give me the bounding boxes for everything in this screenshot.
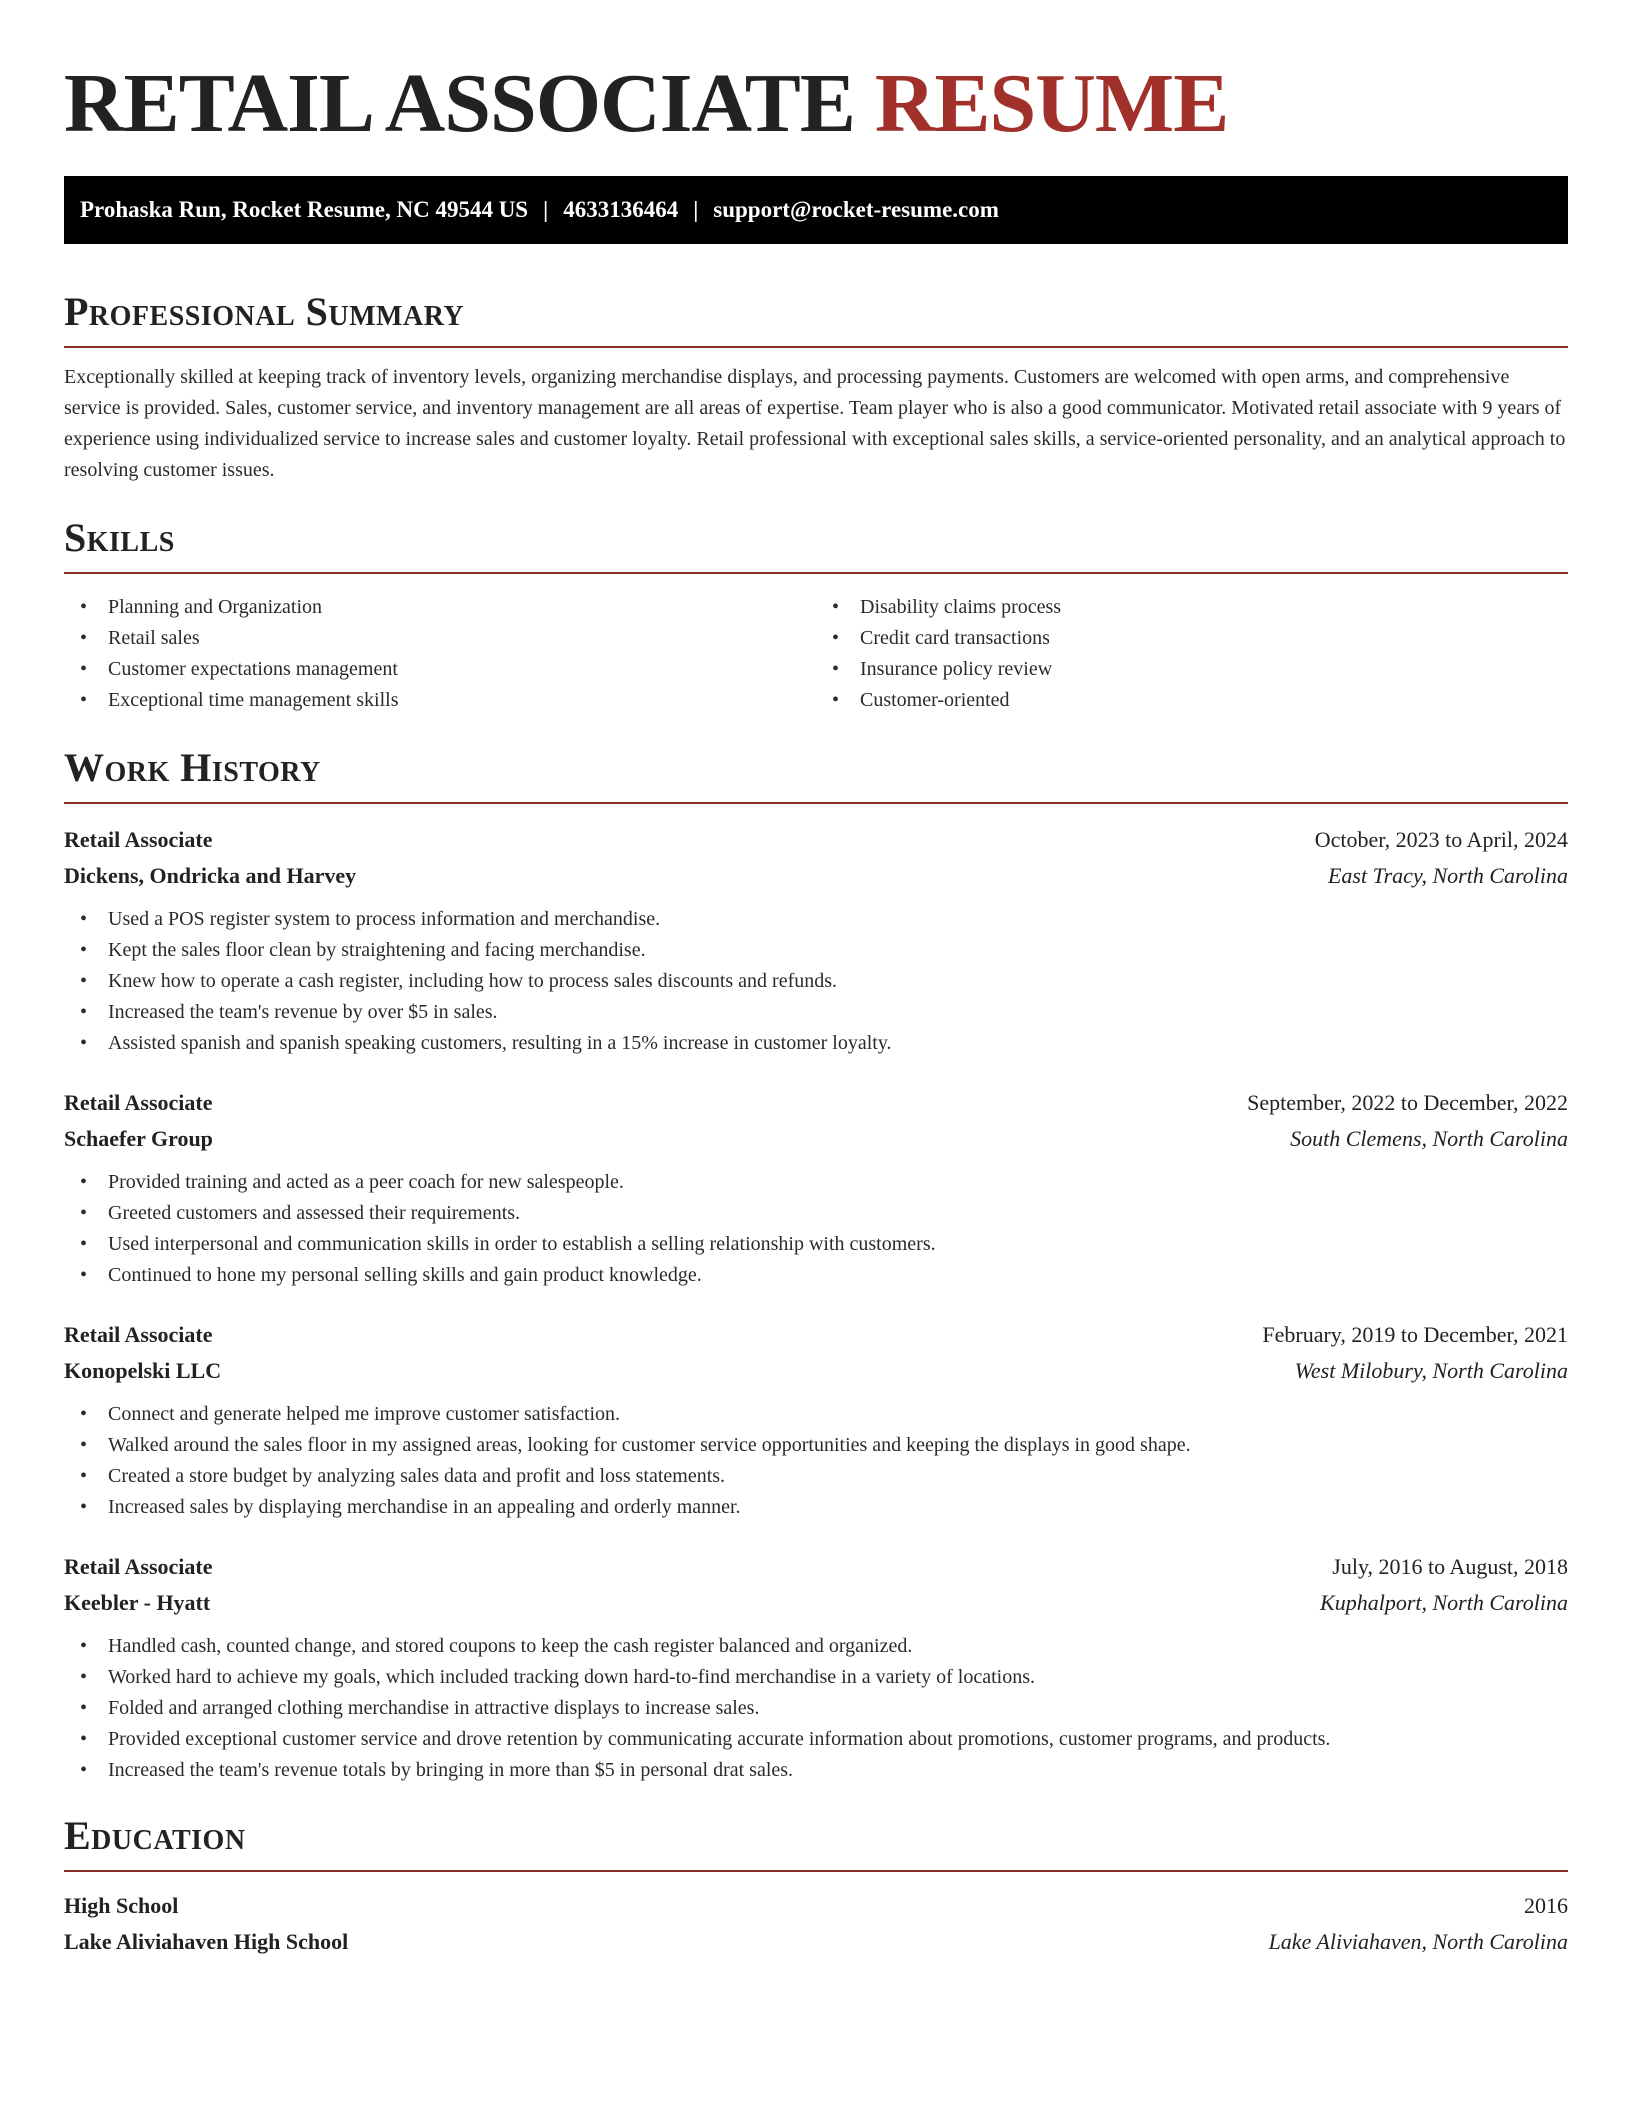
education-school-row: [64, 1924, 1568, 1960]
job-title: Retail Associate: [64, 827, 213, 852]
contact-separator: |: [543, 197, 549, 222]
skill-item: • Planning and Organization: [64, 592, 816, 623]
job-duty: • Increased the team's revenue by over $5 in sales.: [64, 997, 1568, 1028]
education-location: Lake Aliviahaven, North Carolina: [1268, 1929, 1568, 1954]
job-duty: • Created a store budget by analyzing sales data and profit and loss statements.: [64, 1461, 1568, 1492]
title-main: RETAIL ASSOCIATE: [64, 57, 855, 150]
job-duty: • Continued to hone my personal selling skills and gain product knowledge.: [64, 1260, 1568, 1291]
skill-item: • Disability claims process: [816, 592, 1568, 623]
job-duty: • Connect and generate helped me improve customer satisfaction.: [64, 1399, 1568, 1430]
job-duty: • Handled cash, counted change, and stored coupons to keep the cash register balanced and organized.: [64, 1631, 1568, 1662]
job-duties: [64, 1167, 1568, 1291]
job-company: Konopelski LLC: [64, 1358, 222, 1383]
summary-heading: Professional Summary: [64, 288, 1568, 348]
job-dates: September, 2022 to December, 2022: [1247, 1090, 1568, 1115]
job-company-row: [64, 1121, 1568, 1157]
job-title-row: [64, 1085, 1568, 1121]
skills-grid: [64, 592, 1568, 716]
contact-phone: 4633136464: [563, 197, 679, 222]
job-location: West Milobury, North Carolina: [1294, 1358, 1568, 1383]
education-entry: [64, 1888, 1568, 1960]
job-company-row: [64, 1353, 1568, 1389]
job-title: Retail Associate: [64, 1322, 213, 1347]
job-company-row: [64, 858, 1568, 894]
job-company: Keebler - Hyatt: [64, 1590, 211, 1615]
contact-email: support@rocket-resume.com: [713, 197, 999, 222]
title-accent: RESUME: [874, 57, 1229, 150]
job-location: Kuphalport, North Carolina: [1320, 1590, 1568, 1615]
education-degree-row: [64, 1888, 1568, 1924]
education-degree: High School: [64, 1893, 179, 1918]
job-entry: [64, 1549, 1568, 1786]
job-duties: [64, 904, 1568, 1059]
skill-item: • Customer expectations management: [64, 654, 816, 685]
job-company: Dickens, Ondricka and Harvey: [64, 863, 357, 888]
resume-title: [64, 0, 1568, 152]
contact-address: Prohaska Run, Rocket Resume, NC 49544 US: [80, 197, 529, 222]
job-duty: • Used interpersonal and communication skills in order to establish a selling relationship with customers.: [64, 1229, 1568, 1260]
job-company-row: [64, 1585, 1568, 1621]
job-title: Retail Associate: [64, 1090, 213, 1115]
contact-separator: |: [693, 197, 699, 222]
job-dates: July, 2016 to August, 2018: [1332, 1554, 1568, 1579]
skill-item: • Credit card transactions: [816, 623, 1568, 654]
job-duty: • Used a POS register system to process information and merchandise.: [64, 904, 1568, 935]
job-duty: • Increased the team's revenue totals by bringing in more than $5 in personal drat sales.: [64, 1755, 1568, 1786]
job-dates: February, 2019 to December, 2021: [1262, 1322, 1568, 1347]
job-duties: [64, 1399, 1568, 1523]
job-duty: • Walked around the sales floor in my assigned areas, looking for customer service opportunities and keeping the displays in good shape.: [64, 1430, 1568, 1461]
work-heading: Work History: [64, 744, 1568, 804]
job-duty: • Increased sales by displaying merchandise in an appealing and orderly manner.: [64, 1492, 1568, 1523]
job-duty: • Greeted customers and assessed their requirements.: [64, 1198, 1568, 1229]
education-heading: Education: [64, 1812, 1568, 1872]
job-duty: • Knew how to operate a cash register, including how to process sales discounts and refunds.: [64, 966, 1568, 997]
job-dates: October, 2023 to April, 2024: [1314, 827, 1568, 852]
skill-item: • Retail sales: [64, 623, 816, 654]
contact-bar: [64, 176, 1568, 244]
skills-heading: Skills: [64, 514, 1568, 574]
skills-list-right: [816, 592, 1568, 716]
job-location: East Tracy, North Carolina: [1327, 863, 1568, 888]
job-entry: [64, 1317, 1568, 1523]
job-company: Schaefer Group: [64, 1126, 213, 1151]
job-title-row: [64, 1549, 1568, 1585]
job-duty: • Kept the sales floor clean by straightening and facing merchandise.: [64, 935, 1568, 966]
job-title: Retail Associate: [64, 1554, 213, 1579]
skill-item: • Exceptional time management skills: [64, 685, 816, 716]
summary-text: Exceptionally skilled at keeping track of inventory levels, organizing merchandise displays, and processing payments. Customers are welcomed with open arms, and comprehensive service is provided. Sales, customer service, and inventory management are all areas of expertise. Team player who is also a good communicator. Motivated retail associate with 9 years of experience using individualized service to increase sales and customer loyalty. Retail professional with exceptional sales skills, a service-oriented personality, and an analytical approach to resolving customer issues.: [64, 366, 1566, 481]
job-duties: [64, 1631, 1568, 1786]
education-school: Lake Aliviahaven High School: [64, 1929, 349, 1954]
job-duty: • Provided training and acted as a peer coach for new salespeople.: [64, 1167, 1568, 1198]
job-location: South Clemens, North Carolina: [1290, 1126, 1568, 1151]
education-year: 2016: [1524, 1893, 1568, 1918]
job-duty: • Provided exceptional customer service and drove retention by communicating accurate information about promotions, customer programs, and products.: [64, 1724, 1568, 1755]
job-duty: • Assisted spanish and spanish speaking customers, resulting in a 15% increase in customer loyalty.: [64, 1028, 1568, 1059]
job-entry: [64, 1085, 1568, 1291]
job-title-row: [64, 822, 1568, 858]
job-duty: • Folded and arranged clothing merchandise in attractive displays to increase sales.: [64, 1693, 1568, 1724]
job-duty: • Worked hard to achieve my goals, which included tracking down hard-to-find merchandise in a variety of locations.: [64, 1662, 1568, 1693]
skill-item: • Customer-oriented: [816, 685, 1568, 716]
job-entry: [64, 822, 1568, 1059]
skill-item: • Insurance policy review: [816, 654, 1568, 685]
skills-list-left: [64, 592, 816, 716]
job-title-row: [64, 1317, 1568, 1353]
